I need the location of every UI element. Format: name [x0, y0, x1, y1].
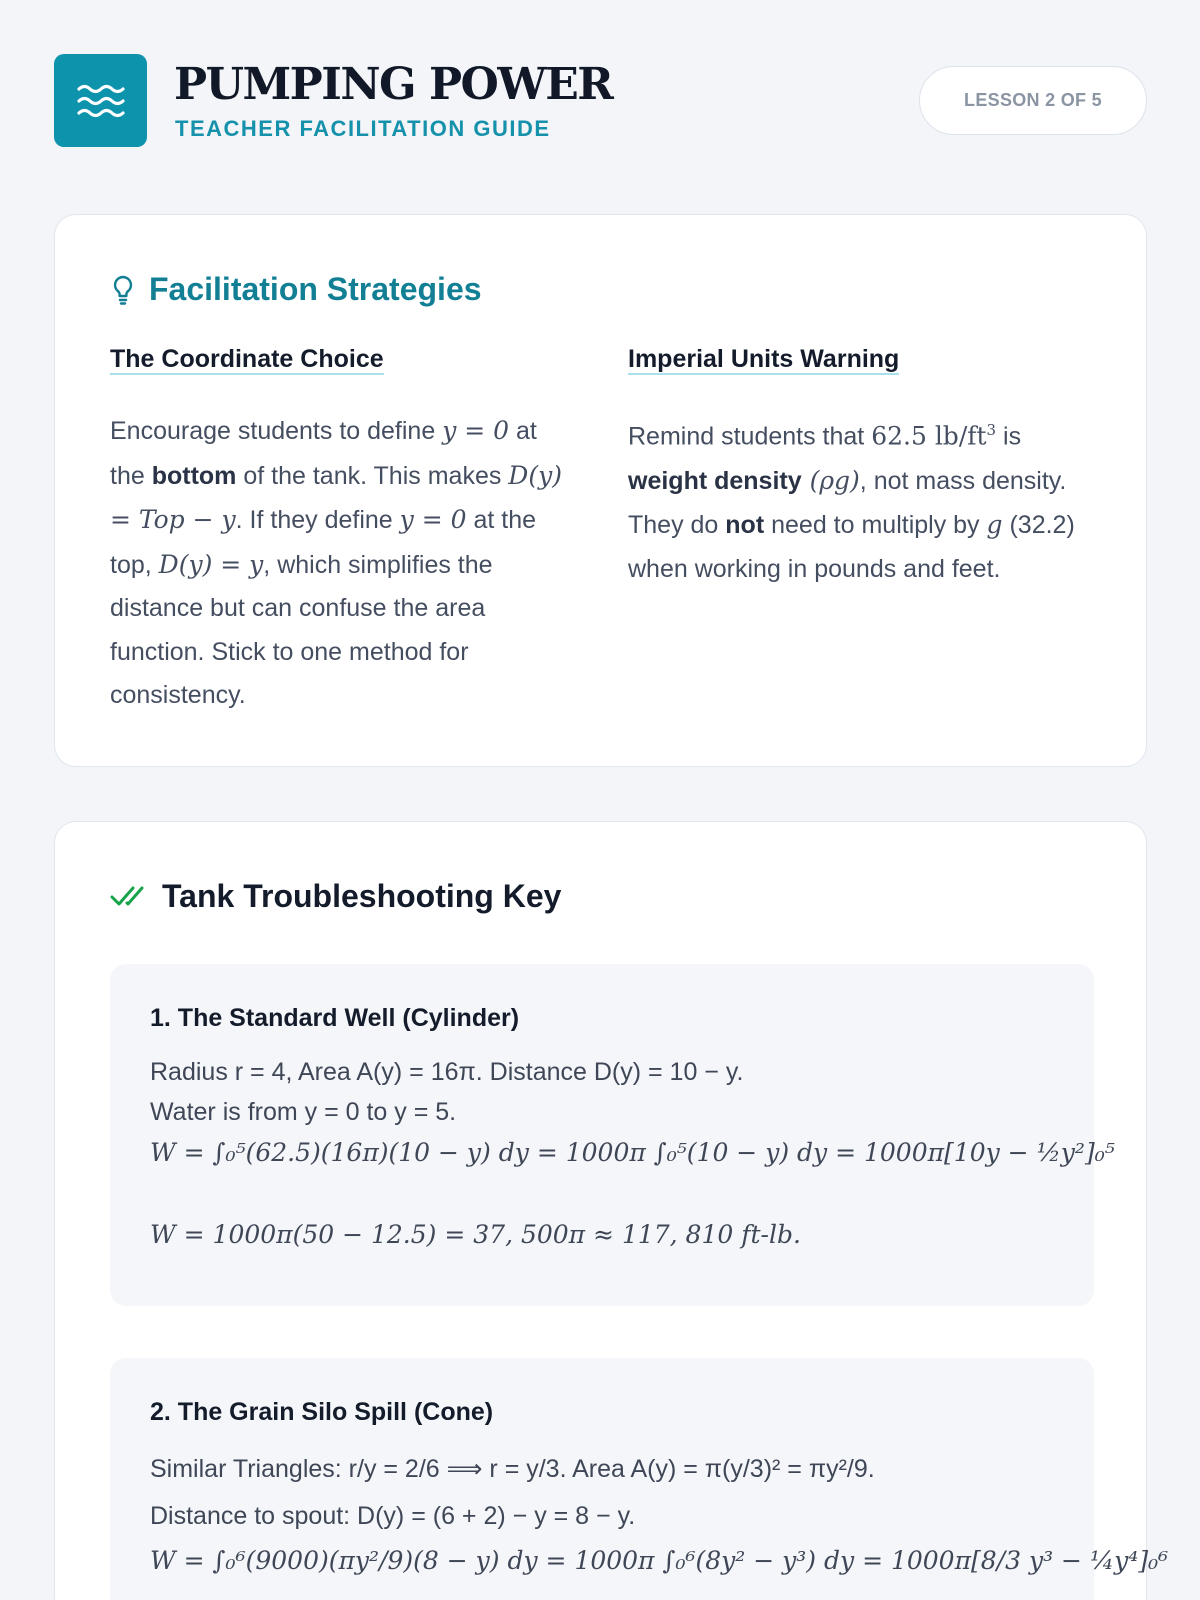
problem-line: Radius r = 4, Area A(y) = 16π. Distance D(y) = 10 − y.	[150, 1058, 744, 1086]
strategy-heading: The Coordinate Choice	[110, 345, 384, 373]
strategy-body: Remind students that 62.5 $lb/ft^3$ is weight density (ρg), not mass density. They do not need to multiply by g (32.2) when working in pounds and feet.	[628, 421, 1075, 583]
strategy-heading: Imperial Units Warning	[628, 345, 900, 373]
facilitation-strategies-card	[54, 214, 1147, 767]
waves-icon	[75, 81, 127, 121]
key-header	[110, 878, 561, 915]
problem-equation: W = ∫₀⁵(62.5)(16π)(10 − y) dy = 1000π ∫₀⁵(10 − y) dy = 1000π[10y − ½y²]₀⁵	[150, 1138, 1115, 1167]
key-title: Tank Troubleshooting Key	[162, 878, 562, 914]
strategies-header	[111, 271, 482, 308]
problem-result: W = 1000π(50 − 12.5) = 37, 500π ≈ 117, 810 ft-lb.	[150, 1220, 801, 1249]
double-check-icon	[110, 885, 148, 909]
troubleshooting-key-card	[54, 821, 1169, 1600]
problem-grain-silo	[110, 1358, 1169, 1600]
problem-title: 1. The Standard Well (Cylinder)	[150, 1004, 520, 1032]
problem-line: Water is from y = 0 to y = 5.	[150, 1098, 457, 1126]
strategy-coordinate-choice	[110, 345, 570, 718]
problem-line: Distance to spout: D(y) = (6 + 2) − y = 8 − y.	[150, 1502, 636, 1530]
problem-title: 2. The Grain Silo Spill (Cone)	[150, 1398, 494, 1426]
strategies-title: Facilitation Strategies	[149, 271, 482, 307]
app-logo	[54, 54, 147, 147]
strategy-imperial-units	[628, 345, 1088, 591]
problem-standard-well	[110, 964, 1115, 1306]
problem-equation: W = ∫₀⁶(9000)(πy²/9)(8 − y) dy = 1000π ∫₀⁶(8y² − y³) dy = 1000π[8/3 y³ − ¼y⁴]₀⁶	[150, 1546, 1169, 1575]
strategy-body: Encourage students to define y = 0 at the bottom of the tank. This makes D(y) = Top − y. If they define y = 0 at the top, D(y) = y, which simplifies the distance but can confuse the area function. Stick to one method for consistency.	[110, 416, 562, 709]
page-title: PUMPING POWER	[174, 59, 613, 110]
problem-line: Similar Triangles: r/y = 2/6 ⟹ r = y/3. Area A(y) = π(y/3)² = πy²/9.	[150, 1455, 875, 1483]
page-subtitle: TEACHER FACILITATION GUIDE	[175, 116, 551, 141]
lightbulb-icon	[111, 274, 135, 306]
lesson-badge: LESSON 2 OF 5	[919, 66, 1147, 135]
